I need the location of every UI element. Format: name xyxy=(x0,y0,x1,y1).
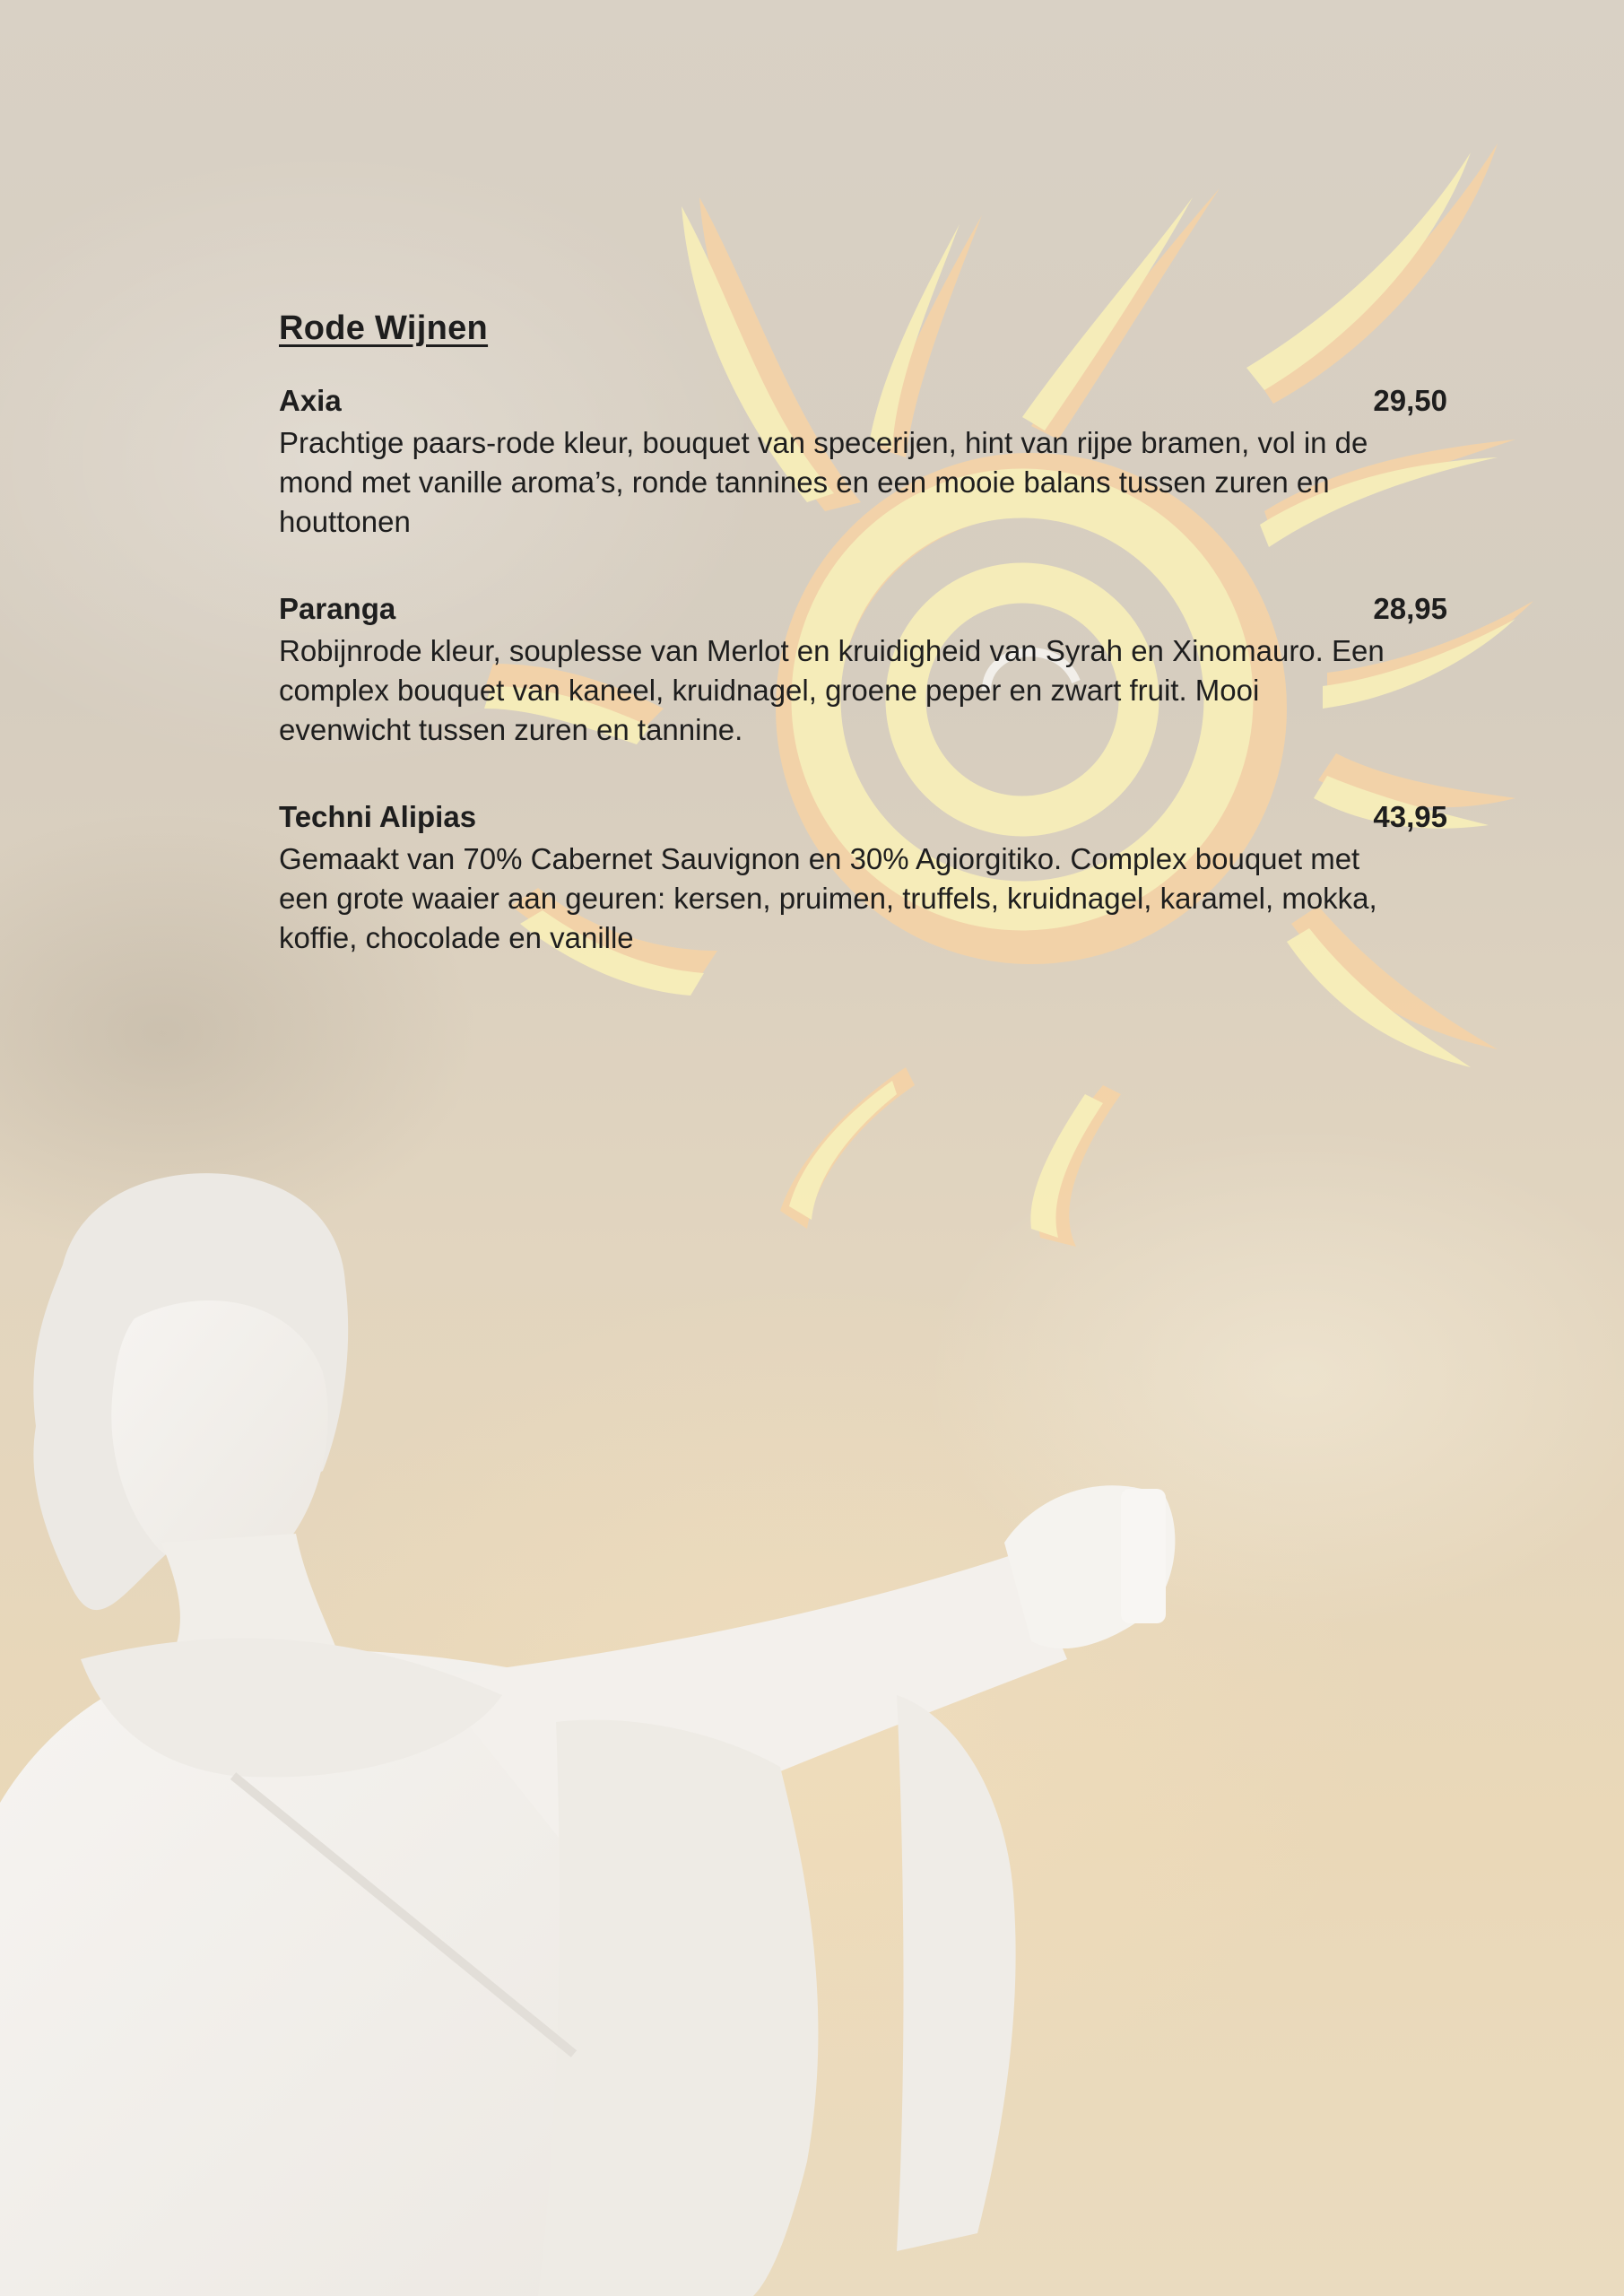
wine-name: Axia xyxy=(279,384,342,417)
wine-item xyxy=(279,384,1447,542)
section-title: Rode Wijnen xyxy=(279,309,489,347)
wine-name: Paranga xyxy=(279,592,396,625)
wine-description: Gemaakt van 70% Cabernet Sauvignon en 30% Agiorgitiko. Complex bouquet met een grote waaier aan geuren: kersen, pruimen, truffels, kruidnagel, karamel, mokka, koffie, chocolade en vanille xyxy=(279,842,1377,954)
wine-price: 29,50 xyxy=(1373,384,1447,417)
wine-item xyxy=(279,800,1447,958)
wine-name: Techni Alipias xyxy=(279,800,477,833)
statue-image xyxy=(0,1157,1381,2296)
wine-description: Prachtige paars-rode kleur, bouquet van specerijen, hint van rijpe bramen, vol in de mond met vanille aroma’s, ronde tannines en een mooie balans tussen zuren en houttonen xyxy=(279,426,1368,538)
wine-price: 28,95 xyxy=(1373,592,1447,625)
wine-description: Robijnrode kleur, souplesse van Merlot en kruidigheid van Syrah en Xinomauro. Een complex bouquet van kaneel, kruidnagel, groene peper en zwart fruit. Mooi evenwicht tussen zuren en tannine. xyxy=(279,634,1385,746)
wine-item xyxy=(279,592,1447,750)
wine-price: 43,95 xyxy=(1373,800,1447,833)
wine-menu xyxy=(279,309,1447,1008)
